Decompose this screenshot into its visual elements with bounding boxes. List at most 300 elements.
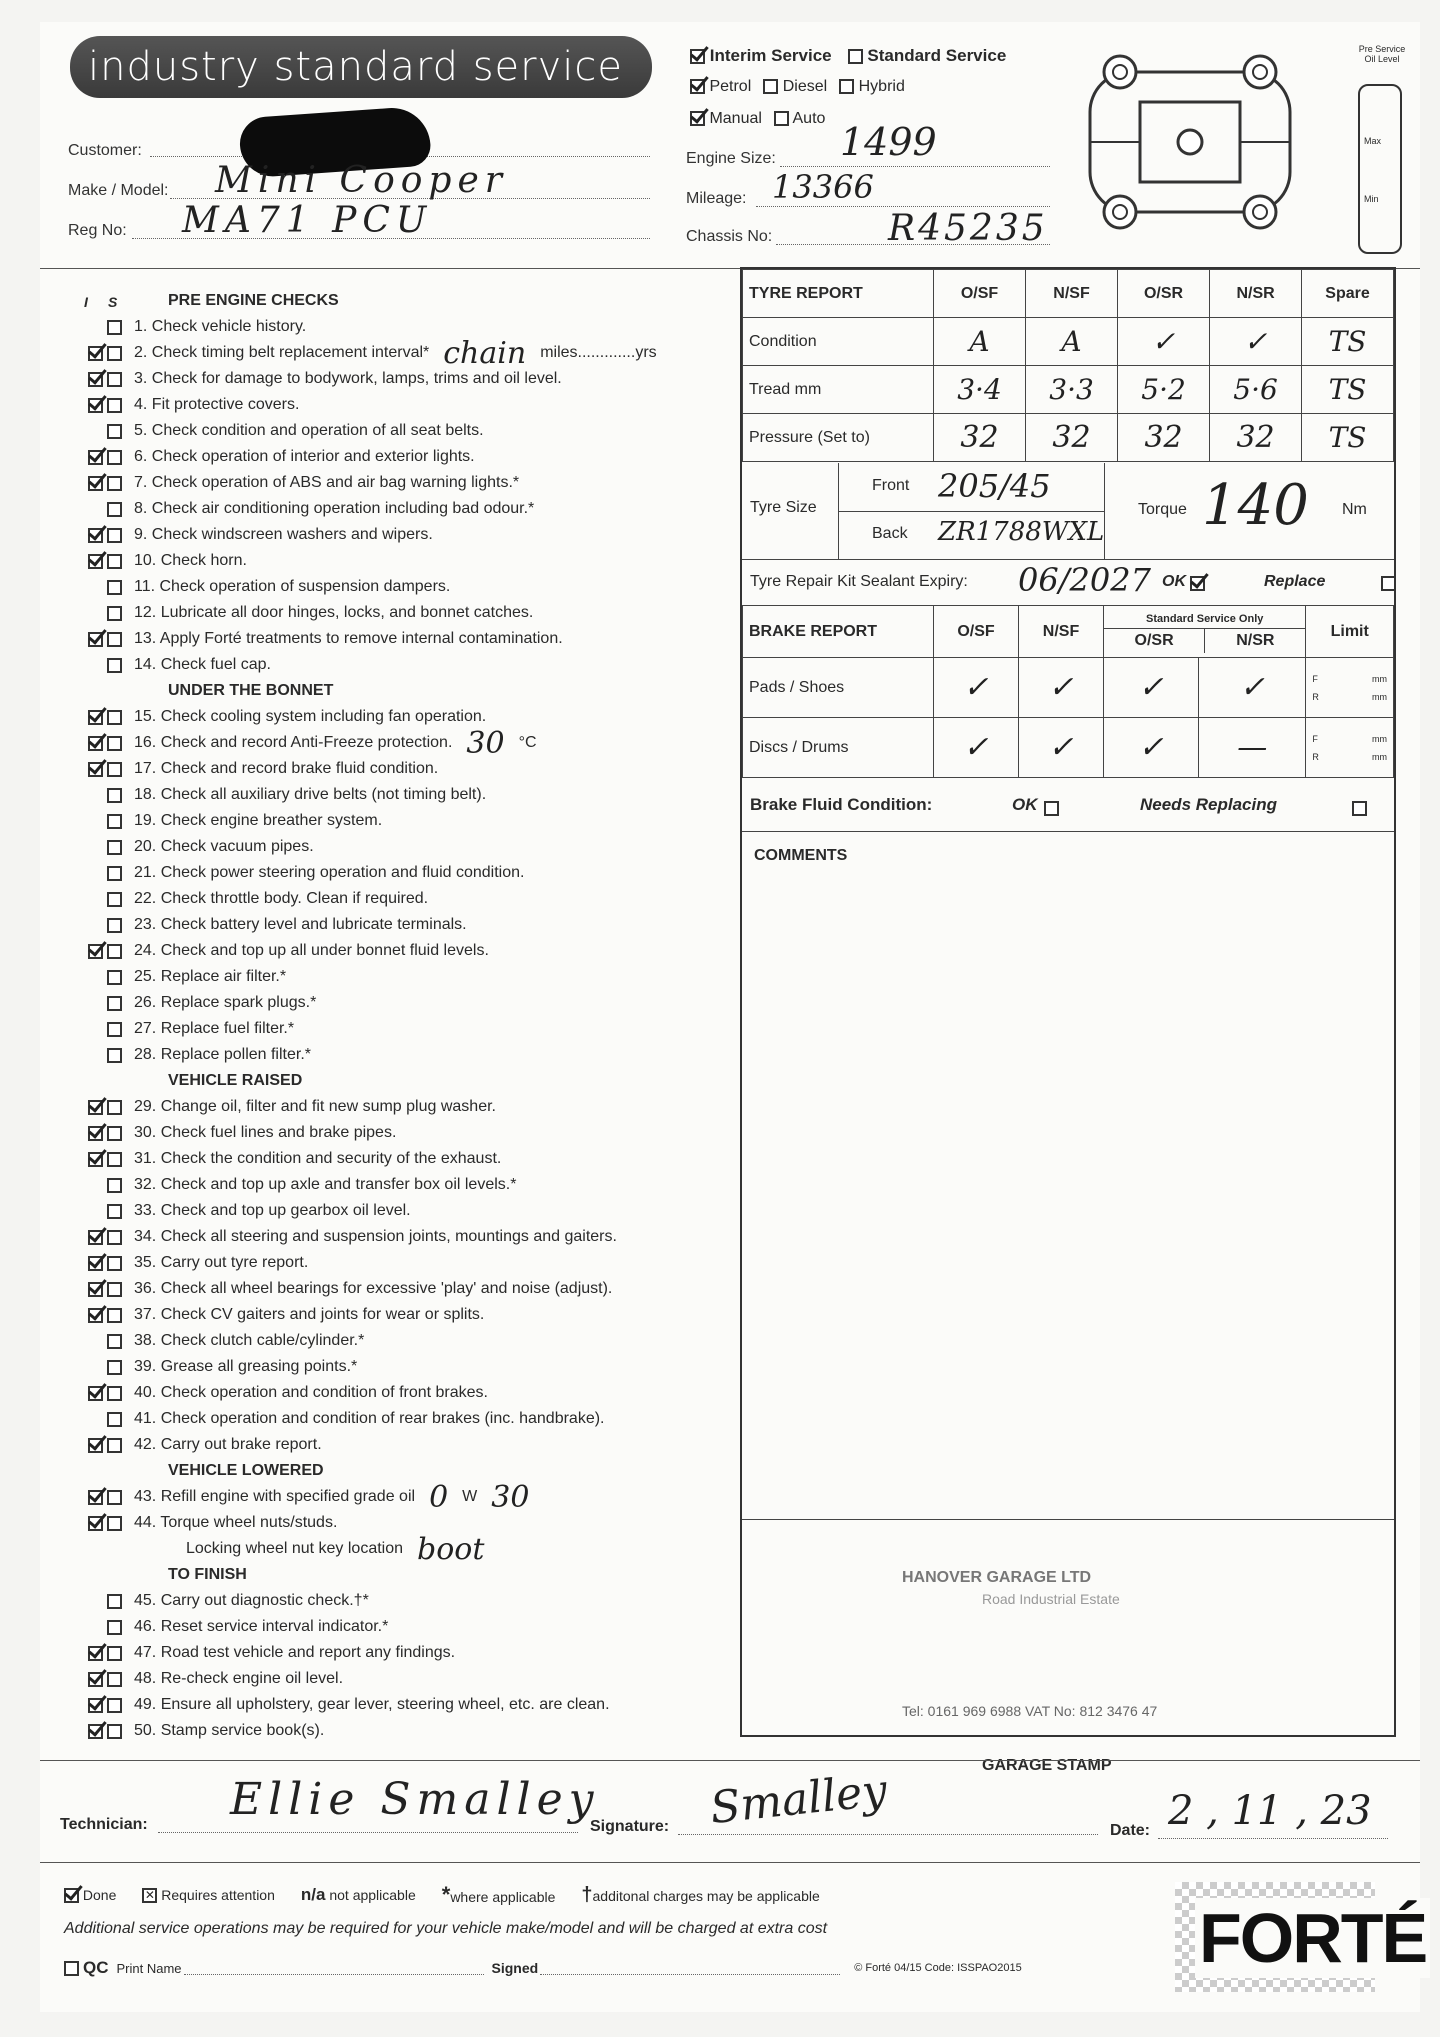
check-item-value: W [462,1488,478,1505]
brake-col-nsr: N/SR [1236,632,1275,649]
mileage-line [756,206,1050,207]
check-s-checkbox[interactable] [107,632,122,647]
signed-line [540,1962,840,1975]
check-s-checkbox[interactable] [107,502,122,517]
check-s-checkbox[interactable] [107,1672,122,1687]
divider [40,1760,1420,1761]
kit-label: Tyre Repair Kit Sealant Expiry: [750,573,968,590]
front-value: 205/45 [938,467,1051,505]
spacer [88,1360,103,1375]
check-s-checkbox[interactable] [107,1126,122,1141]
check-item [70,1588,369,1614]
check-item-text: 15. Check cooling system including fan operation. [134,708,487,725]
signed-label: Signed [491,1960,539,1976]
check-s-checkbox[interactable] [107,1282,122,1297]
f-label: F [1312,673,1318,684]
check-item-text: 25. Replace air filter.* [134,968,287,985]
torque-unit: Nm [1342,501,1367,518]
brake-fluid-replace-checkbox[interactable] [1352,801,1367,816]
kit-ok-checkbox[interactable] [1190,576,1205,591]
check-item [70,1479,530,1515]
check-i-checkbox[interactable] [88,1646,103,1661]
check-s-checkbox[interactable] [107,1204,122,1219]
check-s-checkbox[interactable] [107,528,122,543]
section-heading: VEHICLE LOWERED [168,1462,324,1479]
check-s-checkbox[interactable] [107,1412,122,1427]
check-s-checkbox[interactable] [107,1048,122,1063]
check-s-checkbox[interactable] [107,736,122,751]
check-s-checkbox[interactable] [107,944,122,959]
check-i-checkbox[interactable] [88,1438,103,1453]
check-s-checkbox[interactable] [107,866,122,881]
petrol-checkbox[interactable] [690,79,705,94]
check-item-text: 24. Check and top up all under bonnet fluid levels. [134,942,489,959]
attention-legend-icon: ✕ [142,1888,157,1903]
check-item-text: 41. Check operation and condition of rear brakes (inc. handbrake). [134,1410,605,1427]
check-s-checkbox[interactable] [107,346,122,361]
fuel-row [690,78,905,96]
check-item [70,392,299,418]
spacer [88,788,103,803]
print-name-label: Print Name [116,1960,182,1976]
tyre-size-block [742,463,1394,560]
brake-cell-tick: ✓ [934,658,1019,718]
tyre-size-label: Tyre Size [750,499,817,516]
check-item-value: 30 [491,1479,530,1515]
check-item-text: 46. Reset service interval indicator.* [134,1618,389,1635]
print-name-line [184,1962,484,1975]
check-item-text: 36. Check all wheel bearings for excessive 'play' and noise (adjust). [134,1280,613,1297]
check-i-checkbox[interactable] [88,632,103,647]
check-s-checkbox[interactable] [107,658,122,673]
check-s-checkbox[interactable] [107,580,122,595]
check-s-checkbox[interactable] [107,398,122,413]
check-item [70,652,271,678]
check-item [70,725,537,761]
check-s-checkbox[interactable] [107,1178,122,1193]
date-value: 2 , 11 , 23 [1168,1788,1372,1834]
check-item-value: miles.............yrs [540,344,657,361]
brake-title: BRAKE REPORT [743,606,934,658]
back-value: ZR1788WXL [938,517,1105,547]
check-i-checkbox[interactable] [88,1282,103,1297]
tyre-cell: TS [1302,366,1394,414]
legend-done: Done [82,1886,117,1903]
spacer [88,606,103,621]
check-item [70,1666,343,1692]
service-type-row [690,46,1006,66]
tyre-col-spare: Spare [1302,270,1394,318]
brake-fluid-row [742,779,1394,832]
check-i-checkbox[interactable] [88,1126,103,1141]
check-s-checkbox[interactable] [107,1386,122,1401]
check-s-checkbox[interactable] [107,970,122,985]
tyre-row-label: Condition [743,318,934,366]
check-s-checkbox[interactable] [107,554,122,569]
check-i-checkbox[interactable] [88,346,103,361]
brake-cell-tick: ✓ [1104,718,1199,778]
check-s-checkbox[interactable] [107,606,122,621]
date-line [1158,1838,1388,1839]
check-item [70,314,306,340]
kit-replace-checkbox[interactable] [1381,576,1396,591]
kit-value: 06/2027 [1018,561,1151,599]
check-item-value: 0 [429,1479,449,1515]
check-i-checkbox[interactable] [88,762,103,777]
section-heading: VEHICLE RAISED [168,1072,303,1089]
check-item-text: 20. Check vacuum pipes. [134,838,314,855]
check-s-checkbox[interactable] [107,918,122,933]
check-s-checkbox[interactable] [107,372,122,387]
check-item-text: 19. Check engine breather system. [134,812,383,829]
check-i-checkbox[interactable] [88,1100,103,1115]
torque-value: 140 [1202,473,1309,538]
spacer [88,866,103,881]
check-s-checkbox[interactable] [107,1516,122,1531]
check-item-text: 21. Check power steering operation and fluid condition. [134,864,525,881]
check-i-checkbox[interactable] [88,1490,103,1505]
check-i-checkbox[interactable] [88,476,103,491]
check-item [70,418,484,444]
legend-dagger: † [581,1883,593,1906]
check-item [70,1432,322,1458]
qc-checkbox[interactable] [64,1961,79,1976]
mileage-value: 13366 [772,168,874,206]
check-i-checkbox[interactable] [88,1256,103,1271]
section-heading: TO FINISH [168,1566,247,1583]
check-s-checkbox[interactable] [107,814,122,829]
check-item [70,366,562,392]
check-s-checkbox[interactable] [107,1360,122,1375]
check-item-text: 34. Check all steering and suspension joints, mountings and gaiters. [134,1228,617,1245]
check-s-checkbox[interactable] [107,1646,122,1661]
check-item [70,1276,612,1302]
check-s-checkbox[interactable] [107,1334,122,1349]
spacer [88,814,103,829]
brake-fluid-ok-checkbox[interactable] [1044,801,1059,816]
check-i-checkbox[interactable] [88,944,103,959]
r-label: R [1312,691,1319,702]
check-i-checkbox[interactable] [88,398,103,413]
section-heading: PRE ENGINE CHECKS [168,292,339,309]
check-i-checkbox[interactable] [88,1308,103,1323]
check-s-checkbox[interactable] [107,1438,122,1453]
tyre-cell: 32 [1118,414,1210,462]
tyre-cell: TS [1302,318,1394,366]
tyre-cell: ✓ [1118,318,1210,366]
check-item [70,522,433,548]
check-item [70,1328,364,1354]
check-i-checkbox[interactable] [88,372,103,387]
brake-fluid-label: Brake Fluid Condition: [750,795,933,814]
done-legend-icon [64,1888,79,1903]
check-s-checkbox[interactable] [107,1620,122,1635]
standard-only-label: Standard Service Only [1104,610,1305,629]
check-s-checkbox[interactable] [107,1022,122,1037]
torque-label: Torque [1138,501,1187,518]
check-s-checkbox[interactable] [107,450,122,465]
back-label: Back [872,525,908,542]
check-s-checkbox[interactable] [107,1698,122,1713]
check-i-checkbox[interactable] [88,1386,103,1401]
spacer [88,996,103,1011]
comments-label: COMMENTS [754,847,848,864]
check-s-checkbox[interactable] [107,424,122,439]
check-item-text: 30. Check fuel lines and brake pipes. [134,1124,397,1141]
engine-line [780,166,1050,167]
check-s-checkbox[interactable] [107,1100,122,1115]
check-s-checkbox[interactable] [107,1490,122,1505]
check-s-checkbox[interactable] [107,788,122,803]
check-s-checkbox[interactable] [107,1256,122,1271]
technician-value: Ellie Smalley [230,1774,600,1825]
signature-label: Signature: [590,1818,670,1835]
check-item-text: 22. Check throttle body. Clean if required. [134,890,429,907]
spacer [88,918,103,933]
stamp-name: HANOVER GARAGE LTD [902,1569,1092,1586]
check-item [70,626,563,652]
check-i-checkbox[interactable] [88,736,103,751]
spacer [88,1620,103,1635]
section-heading: UNDER THE BONNET [168,682,334,699]
customer-label: Customer: [68,142,142,159]
report-panel [740,267,1396,1774]
oil-level-label: Pre Service Oil Level [1358,44,1406,64]
kit-ok-label: OK [1162,573,1186,590]
check-i-checkbox[interactable] [88,1152,103,1167]
brake-row-pads: Pads / Shoes [743,658,934,718]
check-item [70,1510,337,1536]
brake-cell-tick: ✓ [1019,658,1104,718]
legend-na-text: not applicable [329,1887,416,1903]
brake-fluid-ok: OK [1012,795,1038,814]
spacer [88,502,103,517]
check-item [70,1016,294,1042]
r-label: R [1312,751,1319,762]
check-item [70,1224,617,1250]
mm-label: mm [1372,751,1387,762]
check-s-checkbox[interactable] [107,996,122,1011]
brake-fluid-replace: Needs Replacing [1140,795,1277,814]
check-item [70,1146,501,1172]
tyre-cell: 32 [1210,414,1302,462]
oil-max-label: Max [1364,136,1382,146]
check-s-checkbox[interactable] [107,762,122,777]
spacer [88,1594,103,1609]
check-item-text: 38. Check clutch cable/cylinder.* [134,1332,365,1349]
spacer [88,580,103,595]
mm-label: mm [1372,691,1387,702]
tyre-cell: TS [1302,414,1394,462]
check-item-text: 47. Road test vehicle and report any findings. [134,1644,456,1661]
spacer [88,840,103,855]
check-item [70,1250,308,1276]
check-item-text: 32. Check and top up axle and transfer box oil levels.* [134,1176,517,1193]
check-item [70,1042,311,1068]
check-s-checkbox[interactable] [107,320,122,335]
manual-label: Manual [709,110,762,127]
spacer [88,320,103,335]
check-i-checkbox[interactable] [88,1230,103,1245]
check-s-checkbox[interactable] [107,1724,122,1739]
stamp-tel: Tel: 0161 969 6988 VAT No: 812 3476 47 [902,1703,1158,1719]
sealant-row [742,559,1394,606]
additional-note: Additional service operations may be required for your vehicle make/model and will be charged at extra cost [64,1920,828,1937]
check-item-text: 23. Check battery level and lubricate terminals. [134,916,467,933]
check-s-checkbox[interactable] [107,1594,122,1609]
check-s-checkbox[interactable] [107,892,122,907]
technician-line [158,1832,578,1833]
check-item [70,444,475,470]
check-item [70,1198,411,1224]
diesel-label: Diesel [782,78,828,95]
check-item [70,1692,610,1718]
check-item [70,1302,484,1328]
signature-line [678,1834,1098,1835]
check-item-text: 11. Check operation of suspension dampers. [134,578,451,595]
tyre-table [742,269,1394,462]
standard-checkbox[interactable] [848,49,863,64]
legend-star-text: where applicable [450,1889,556,1905]
check-i-checkbox[interactable] [88,1698,103,1713]
check-item [70,834,314,860]
tyre-row-label: Tread mm [743,366,934,414]
check-s-checkbox[interactable] [107,1308,122,1323]
check-item [70,600,533,626]
tyre-col-nsf: N/SF [1026,270,1118,318]
check-item [70,1531,485,1567]
check-i-checkbox[interactable] [88,1672,103,1687]
check-item [70,470,519,496]
spacer [88,1048,103,1063]
tyre-col-osr: O/SR [1118,270,1210,318]
check-i-checkbox[interactable] [88,554,103,569]
garage-stamp-label: GARAGE STAMP [982,1757,1112,1774]
legend-dagger-text: additonal charges may be applicable [592,1887,820,1904]
check-s-checkbox[interactable] [107,840,122,855]
legend-star: * [441,1882,451,1907]
brake-limit-cell [1306,718,1394,778]
check-s-checkbox[interactable] [107,1152,122,1167]
front-label: Front [872,477,910,494]
check-item-text: 35. Carry out tyre report. [134,1254,309,1271]
standard-label: Standard Service [867,46,1007,65]
check-item [70,1380,488,1406]
tyre-row-label: Pressure (Set to) [743,414,934,462]
divider [40,1862,1420,1863]
check-item-text: 44. Torque wheel nuts/studs. [134,1514,338,1531]
check-item-text: 12. Lubricate all door hinges, locks, and bonnet catches. [134,604,534,621]
technician-label: Technician: [60,1816,148,1833]
hybrid-checkbox[interactable] [839,79,854,94]
kit-replace-label: Replace [1264,573,1326,590]
check-item [70,938,489,964]
tyre-cell: A [934,318,1026,366]
spacer [88,1022,103,1037]
check-item-text: 29. Change oil, filter and fit new sump plug washer. [134,1098,496,1115]
check-item [70,1614,388,1640]
check-i-checkbox[interactable] [88,1724,103,1739]
legend-row [64,1882,820,1908]
check-item-text: 31. Check the condition and security of the exhaust. [134,1150,502,1167]
check-item-value: chain [443,335,527,371]
check-item-text: 18. Check all auxiliary drive belts (not timing belt). [134,786,487,803]
tyre-cell: 3·3 [1026,366,1118,414]
spacer [88,1204,103,1219]
check-item-text: 33. Check and top up gearbox oil level. [134,1202,411,1219]
interim-label: Interim Service [709,46,832,65]
legend-attention: Requires attention [161,1886,275,1903]
check-item [70,808,382,834]
check-item-value: boot [417,1531,485,1567]
check-item-text: 28. Replace pollen filter.* [134,1046,311,1063]
brake-row-discs: Discs / Drums [743,718,934,778]
check-item [70,335,657,371]
transmission-row [690,110,825,128]
chassis-label: Chassis No: [686,228,773,245]
check-s-checkbox[interactable] [107,476,122,491]
check-i-checkbox[interactable] [88,528,103,543]
tyre-row-tread [743,366,1394,414]
check-item-text: 50. Stamp service book(s). [134,1722,325,1739]
engine-value: 1499 [840,120,937,164]
checks-s-header: S [108,294,118,310]
tyre-cell: ✓ [1210,318,1302,366]
spacer [88,970,103,985]
check-i-checkbox[interactable] [88,1516,103,1531]
brake-cell-tick: ✓ [1104,658,1199,718]
check-i-checkbox[interactable] [88,450,103,465]
make-label: Make / Model: [68,182,169,199]
check-item [70,1354,357,1380]
date-label: Date: [1110,1822,1151,1839]
check-s-checkbox[interactable] [107,1230,122,1245]
petrol-label: Petrol [709,78,752,95]
check-item-text: 10. Check horn. [134,552,247,569]
spacer [88,1178,103,1193]
reg-label: Reg No: [68,222,127,239]
tyre-cell: 5·2 [1118,366,1210,414]
divider [838,511,1104,512]
check-item-text: 3. Check for damage to bodywork, lamps, trims and oil level. [134,370,562,387]
tyre-cell: 5·6 [1210,366,1302,414]
check-item-text: 9. Check windscreen washers and wipers. [134,526,433,543]
check-item [70,548,247,574]
tyre-cell: A [1026,318,1118,366]
brake-col-limit: Limit [1306,606,1394,658]
check-s-checkbox[interactable] [107,710,122,725]
spacer [88,892,103,907]
check-i-checkbox[interactable] [88,710,103,725]
check-item [70,1120,396,1146]
auto-checkbox[interactable] [774,111,789,126]
diesel-checkbox[interactable] [763,79,778,94]
reg-value: MA71 PCU [182,200,433,241]
check-item-text: 17. Check and record brake fluid condition. [134,760,439,777]
brake-col-nsf: N/SF [1019,606,1104,658]
check-item [70,704,486,730]
oil-min-label: Min [1364,194,1379,204]
form-code: © Forté 04/15 Code: ISSPAO2015 [854,1962,1022,1974]
make-value: Mini Cooper [215,160,508,201]
interim-checkbox[interactable] [690,49,705,64]
forte-logo-text: FORTÉ [1195,1898,1430,1978]
check-item-value: °C [518,734,537,751]
service-sheet [40,22,1427,2012]
check-item-text: 14. Check fuel cap. [134,656,271,673]
check-item [70,886,428,912]
manual-checkbox[interactable] [690,111,705,126]
